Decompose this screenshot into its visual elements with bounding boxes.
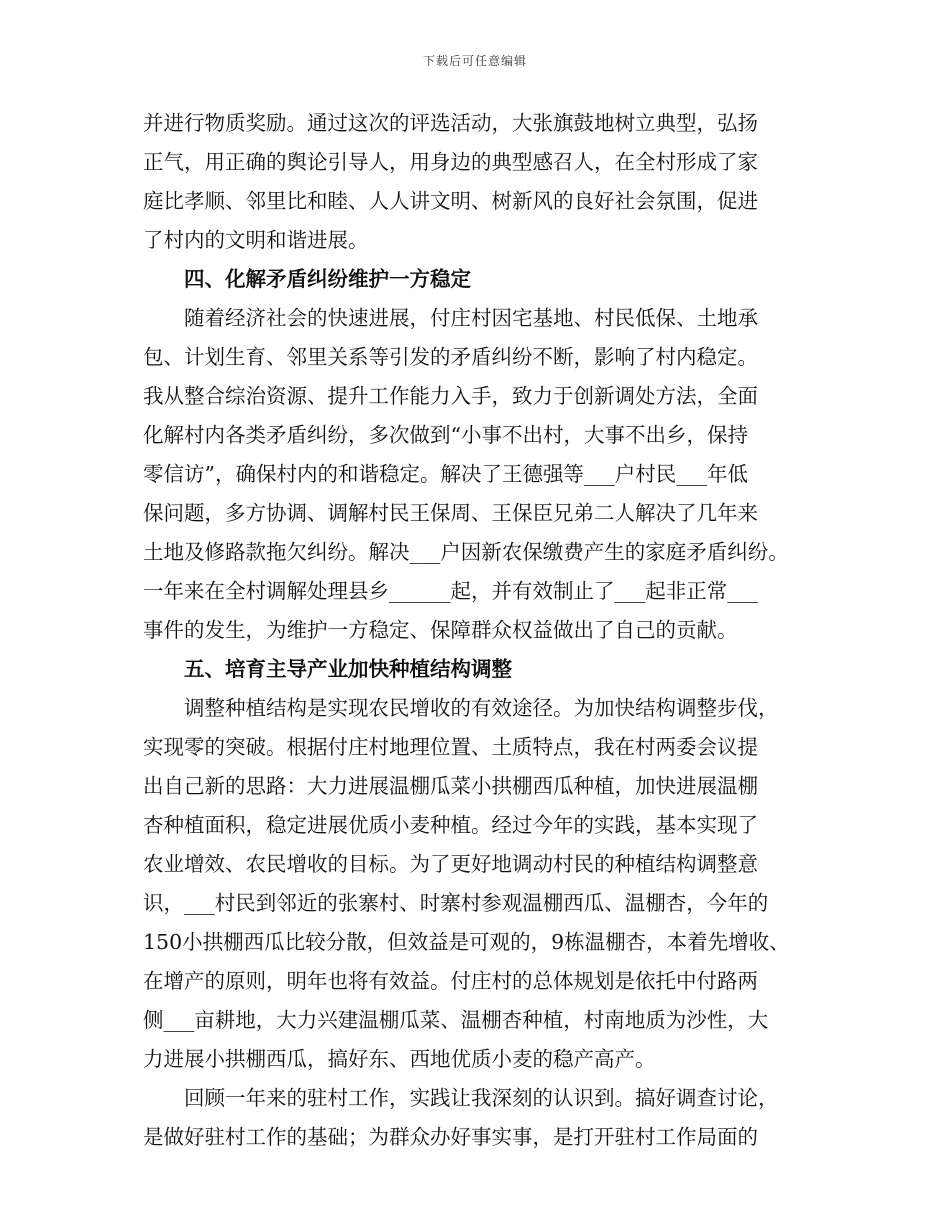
body-line: 回顾一年来的驻村工作，实践让我深刻的认识到。搞好调查讨论，: [184, 1086, 779, 1110]
body-line: 庭比孝顺、邻里比和睦、人人讲文明、树新风的良好社会氛围，促进: [143, 189, 758, 213]
body-line: 土地及修路款拖欠纠纷。解决___户因新农保缴费产生的家庭矛盾纠纷。: [143, 540, 789, 564]
body-line: 在增产的原则，明年也将有效益。付庄村的总体规划是依托中付路两: [143, 969, 758, 993]
body-line: 150小拱棚西瓜比较分散，但效益是可观的，9栋温棚杏，本着先增收、: [143, 930, 790, 954]
body-line: 化解村内各类矛盾纠纷，多次做到“小事不出村，大事不出乡，保持: [143, 423, 748, 447]
body-line: 农业增效、农民增收的目标。为了更好地调动村民的种植结构调整意: [143, 852, 758, 876]
body-line: 侧___亩耕地，大力兴建温棚瓜菜、温棚杏种植，村南地质为沙性，大: [143, 1008, 769, 1032]
body-line: 零信访”，确保村内的和谐稳定。解决了王德强等___户村民___年低: [143, 462, 748, 486]
body-line: 力进展小拱棚西瓜，搞好东、西地优质小麦的稳产高产。: [143, 1047, 656, 1071]
body-line: 保问题，多方协调、调解村民王保周、王保臣兄弟二人解决了几年来: [143, 501, 758, 525]
body-line: 调整种植结构是实现农民增收的有效途径。为加快结构调整步伐，: [184, 696, 779, 720]
body-line: 包、计划生育、邻里关系等引发的矛盾纠纷不断，影响了村内稳定。: [143, 345, 758, 369]
body-line: 并进行物质奖励。通过这次的评选活动，大张旗鼓地树立典型，弘扬: [143, 111, 758, 135]
section-heading: 四、化解矛盾纠纷维护一方稳定: [184, 267, 471, 291]
body-line: 一年来在全村调解处理县乡______起，并有效制止了___起非正常___: [143, 579, 758, 603]
body-line: 我从整合综治资源、提升工作能力入手，致力于创新调处方法，全面: [143, 384, 758, 408]
body-line: 出自己新的思路：大力进展温棚瓜菜小拱棚西瓜种植，加快进展温棚: [143, 774, 758, 798]
body-line: 是做好驻村工作的基础；为群众办好事实事，是打开驻村工作局面的: [143, 1125, 758, 1149]
body-line: 杏种植面积，稳定进展优质小麦种植。经过今年的实践，基本实现了: [143, 813, 758, 837]
body-line: 随着经济社会的快速进展，付庄村因宅基地、村民低保、土地承: [184, 306, 758, 330]
body-line: 识，___村民到邻近的张寨村、时寨村参观温棚西瓜、温棚杏，今年的: [143, 891, 769, 915]
body-line: 事件的发生，为维护一方稳定、保障群众权益做出了自己的贡献。: [143, 618, 738, 642]
page-header: 下载后可任意编辑: [422, 54, 527, 68]
body-line: 实现零的突破。根据付庄村地理位置、土质特点，我在村两委会议提: [143, 735, 758, 759]
body-line: 正气，用正确的舆论引导人，用身边的典型感召人，在全村形成了家: [143, 150, 758, 174]
body-line: 了村内的文明和谐进展。: [143, 228, 369, 252]
section-heading: 五、培育主导产业加快种植结构调整: [184, 657, 512, 681]
document-body: [143, 104, 813, 1157]
